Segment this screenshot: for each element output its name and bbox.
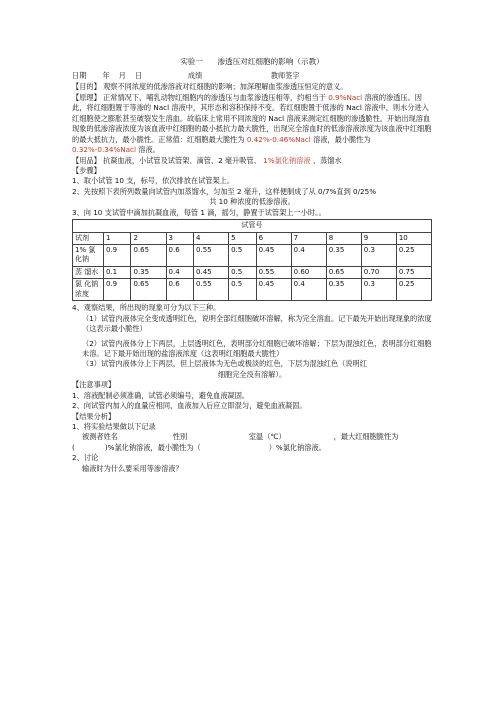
table-row (73, 279, 432, 301)
notes-label: 【注意事项】 (72, 380, 116, 390)
step-2-continued: 共 10 种浓度的低渗溶液。 (209, 197, 295, 207)
table-cell: 0.55 (256, 266, 291, 278)
purpose-text: 观察不同浓度的低渗溶液对红细胞的影响；加深理解血浆渗透压恒定的意义。 (103, 82, 348, 92)
principle-text-4: 溶液。 (138, 145, 160, 155)
table-cell: 0.5 (229, 279, 256, 301)
record-line-1: 被测者姓名 性别 室温（℃） ，最大红细胞脆性为 (82, 432, 399, 442)
table-cell: 0.65 (131, 279, 166, 301)
table-cell: 0.25 (396, 279, 431, 301)
table-cell: 0.6 (166, 279, 193, 301)
table-cell: 0.4 (166, 266, 193, 278)
table-row (73, 245, 432, 267)
analysis-label: 【结果分析】 (72, 411, 116, 421)
principle-paragraph (72, 93, 432, 156)
result-3-continued: 细胞完全没有溶解）。 (217, 369, 287, 379)
step-2: 2、先按照下表所列数量向试管内加蒸馏水，匀加至 2 毫升，这样便制成了从 0/7%直到 0/25% (72, 186, 377, 196)
result-2: （2）试管内液体分上下两层，上层透明红色，表明部分红细胞已破坏溶解；下层为混浊红色，表明部分红细胞未溶。记下最开始出现的盐溶液浓度（这表明红细胞最大脆性） (82, 338, 432, 358)
record-line-2 (72, 443, 432, 453)
result-1: （1）试管内液体完全变成透明红色，说明全部红细胞破坏溶解，称为完全溶血。记下最先开始出现现象的浓度（这表示最小脆性） (82, 313, 432, 334)
principle-text-2: 溶液的渗透压。因此，将红细胞置于等渗的 Nacl 溶液中，其形态和容积保持不变。若红细胞置于低渗的 Nacl 溶液中，则水分进入红细胞使之膨胀甚至破裂发生溶血。故临床上常用不同浓度的 Nacl 溶液来测定红细胞的渗透脆性。开始出现溶血现象的低渗溶液浓度为该血液中红细胞的最小抵抗力最大脆性，出现完全溶血时的低渗溶液浓度为该血液中红细胞的最大抵抗力，最小脆性。正常值：红细胞最大脆性为 (72, 92, 432, 144)
table-cell: 0.70 (361, 266, 396, 278)
table-row (73, 266, 432, 278)
analysis-item-2: 2、讨论 (72, 453, 99, 463)
table-cell: 0.6 (166, 245, 193, 267)
table-cell: 0.55 (194, 245, 229, 267)
principle-text-1: 正常情况下，哺乳动物红细胞内的渗透压与血浆渗透压相等，约相当于 (103, 92, 326, 102)
table-header-cell: 1 (104, 232, 131, 244)
table-group-header: 试管号 (73, 220, 432, 232)
table-cell: 0.9 (104, 245, 131, 267)
note-2: 2、向试管内加入的血量应相同，血液加入后应立即混匀，避免血液凝固。 (72, 401, 307, 411)
table-cell: 0.4 (291, 245, 326, 267)
table-header-cell: 2 (131, 232, 166, 244)
reagent-table (72, 219, 432, 301)
principle-highlight-2: 0.42%-0.46%Nacl (246, 134, 311, 144)
table-cell: 0.45 (256, 279, 291, 301)
table-header-cell: 3 (166, 232, 193, 244)
table-cell: 0.45 (194, 266, 229, 278)
table-cell: 0.35 (131, 266, 166, 278)
table-header-cell: 8 (326, 232, 361, 244)
table-cell: 0.1 (104, 266, 131, 278)
supplies-label: 【用品】 (72, 155, 101, 165)
table-group-header-row (73, 220, 432, 232)
table-cell: 0.45 (256, 245, 291, 267)
table-cell: 0.65 (326, 266, 361, 278)
date-grade-line: 日期 年 月 日 成绩 教师签字 (72, 71, 300, 80)
principle-label: 【原理】 (72, 92, 101, 102)
table-row-label: 蒸 馏水 (73, 266, 104, 278)
record-text-max: )%氯化钠溶液，最小脆性为（ (104, 442, 201, 452)
purpose-label: 【目的】 (72, 82, 101, 92)
record-text-min: ）%氯化钠溶液。 (268, 442, 326, 452)
analysis-item-1: 1、将实验结果做以下记录 (72, 422, 156, 431)
supplies-text-2: 、蒸馏水 (312, 155, 342, 165)
principle-highlight-1: 0.9%Nacl (328, 92, 363, 102)
table-row-label: 1% 氯化钠 (73, 245, 104, 267)
table-cell: 0.3 (361, 245, 396, 267)
discussion-question: 输液时为什么要采用等渗溶液？ (82, 463, 183, 473)
table-header-cell: 5 (229, 232, 256, 244)
step-3: 3、向 10 支试管中滴加抗凝血液，每管 1 滴，摇匀，静置于试管架上一小时。。 (72, 207, 326, 217)
table-cell: 0.5 (229, 266, 256, 278)
table-cell: 0.35 (326, 279, 361, 301)
table-header-cell: 7 (291, 232, 326, 244)
table-cell: 0.55 (194, 279, 229, 301)
table-header-cell: 试剂 (73, 232, 104, 244)
table-cell: 0.9 (104, 279, 131, 301)
steps-label: 【步骤】 (72, 165, 101, 175)
table-header-row (73, 232, 432, 244)
table-cell: 0.65 (131, 245, 166, 267)
table-cell: 0.5 (229, 245, 256, 267)
table-cell: 0.3 (361, 279, 396, 301)
table-cell: 0.60 (291, 266, 326, 278)
purpose-paragraph (72, 82, 432, 92)
page-title: 实验一 渗透压对红细胞的影响（示教） (180, 57, 324, 66)
table-header-cell: 6 (256, 232, 291, 244)
principle-text-3: 溶液，最小脆性为 (313, 134, 371, 144)
supplies-highlight: 1%氯化钠溶液 (263, 155, 311, 165)
result-3: （3）试管内液体分上下两层，但上层液体为无色或极淡的红色，下层为混浊红色（说明红 (82, 359, 367, 369)
table-cell: 0.35 (326, 245, 361, 267)
step-1: 1、取小试管 10 支，标号，依次排放在试管架上。 (72, 176, 235, 186)
table-header-cell: 4 (194, 232, 229, 244)
table-header-cell: 9 (361, 232, 396, 244)
record-open-paren: ( (72, 442, 75, 452)
table-cell: 0.75 (396, 266, 431, 278)
table-cell: 0.25 (396, 245, 431, 267)
supplies-paragraph (72, 156, 432, 166)
document-page (72, 56, 432, 474)
table-header-cell: 10 (396, 232, 431, 244)
table-row-label: 氯 化钠 浓度 (73, 279, 104, 301)
step-4: 4、观察结果，所出现的现象可分为以下三种。 (72, 303, 221, 313)
principle-highlight-3: 0.32%-0.34%Nacl (72, 145, 136, 155)
note-1: 1、溶液配制必须准确，试管必须编号，避免血液凝固。 (72, 390, 250, 400)
table-cell: 0.4 (291, 279, 326, 301)
supplies-text-1: 抗凝血液，小试管及试管架、滴管、2 毫升吸管、 (103, 155, 261, 165)
